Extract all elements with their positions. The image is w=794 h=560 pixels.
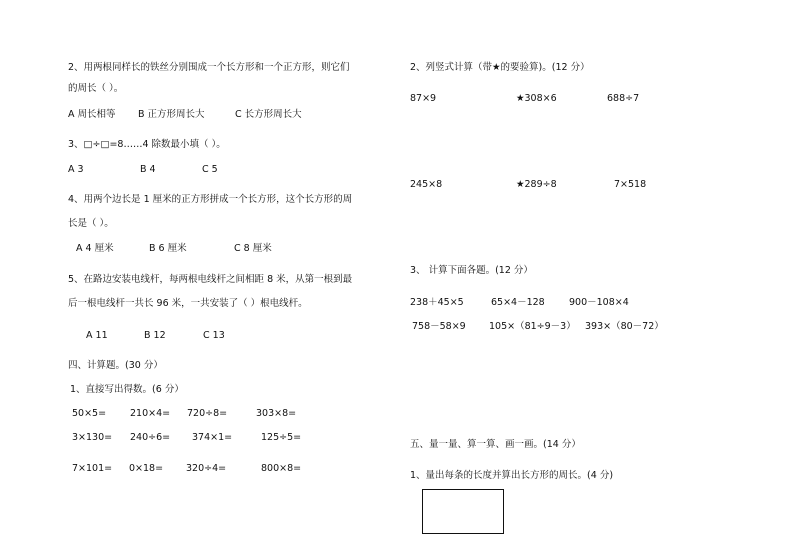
q4-option-a: A 4 厘米 [76, 243, 114, 254]
section4-title: 四、计算题。(30 分） [68, 360, 163, 371]
q5-text-line2: 后一根电线杆一共长 96 米，一共安装了（ ）根电线杆。 [68, 298, 308, 309]
vertical-calc-item: 87×9 [410, 93, 437, 104]
q4-text-line1: 4、用两个边长是 1 厘米的正方形拼成一个长方形，这个长方形的周 [68, 194, 353, 205]
oral-calc-item: 240÷6= [130, 432, 171, 443]
vertical-calc-item: ★289÷8 [516, 179, 557, 190]
section5-title: 五、量一量、算一算、画一画。(14 分） [410, 439, 581, 450]
q2-text-line2: 的周长（ ）。 [68, 83, 124, 94]
measure-rectangle [422, 489, 504, 534]
mixed-calc-title: 3、 计算下面各题。(12 分） [410, 265, 533, 276]
q2-option-c: C 长方形周长大 [235, 109, 302, 120]
oral-calc-item: 374×1= [192, 432, 233, 443]
oral-calc-item: 7×101= [72, 463, 113, 474]
q3-option-c: C 5 [202, 164, 218, 175]
oral-calc-item: 3×130= [72, 432, 113, 443]
mixed-calc-item: 238＋45×5 [410, 297, 464, 308]
q3-option-b: B 4 [140, 164, 156, 175]
q2-option-a: A 周长相等 [68, 109, 116, 120]
oral-calc-item: 303×8= [256, 408, 297, 419]
mixed-calc-item: 393×（80－72） [585, 321, 664, 332]
oral-calc-title: 1、直接写出得数。(6 分） [70, 384, 184, 395]
vertical-calc-item: 7×518 [614, 179, 647, 190]
oral-calc-item: 320÷4= [186, 463, 227, 474]
vertical-calc-item: 688÷7 [607, 93, 640, 104]
q5-option-b: B 12 [144, 330, 166, 341]
mixed-calc-item: 65×4－128 [491, 297, 545, 308]
mixed-calc-item: 900－108×4 [569, 297, 629, 308]
vertical-calc-item: ★308×6 [516, 93, 557, 104]
q5-option-c: C 13 [203, 330, 225, 341]
measure-title: 1、量出每条的长度并算出长方形的周长。(4 分) [410, 470, 614, 481]
q2-text-line1: 2、用两根同样长的铁丝分别围成一个长方形和一个正方形，则它们 [68, 62, 350, 73]
q2-option-b: B 正方形周长大 [138, 109, 205, 120]
oral-calc-item: 720÷8= [187, 408, 228, 419]
q4-text-line2: 长是（ ）。 [68, 218, 114, 229]
mixed-calc-item: 758－58×9 [412, 321, 466, 332]
q5-text-line1: 5、在路边安装电线杆，每两根电线杆之间相距 8 米，从第一根到最 [68, 274, 353, 285]
vertical-calc-title: 2、列竖式计算（带★的要验算)。(12 分） [410, 62, 590, 73]
mixed-calc-item: 105×（81÷9－3） [489, 321, 576, 332]
oral-calc-item: 0×18= [129, 463, 164, 474]
q3-text: 3、□÷□=8……4 除数最小填（ ）。 [68, 139, 226, 150]
oral-calc-item: 210×4= [130, 408, 171, 419]
vertical-calc-item: 245×8 [410, 179, 443, 190]
q3-option-a: A 3 [68, 164, 84, 175]
q4-option-c: C 8 厘米 [234, 243, 272, 254]
oral-calc-item: 50×5= [72, 408, 107, 419]
oral-calc-item: 800×8= [261, 463, 302, 474]
oral-calc-item: 125÷5= [261, 432, 302, 443]
q4-option-b: B 6 厘米 [149, 243, 187, 254]
q5-option-a: A 11 [86, 330, 108, 341]
